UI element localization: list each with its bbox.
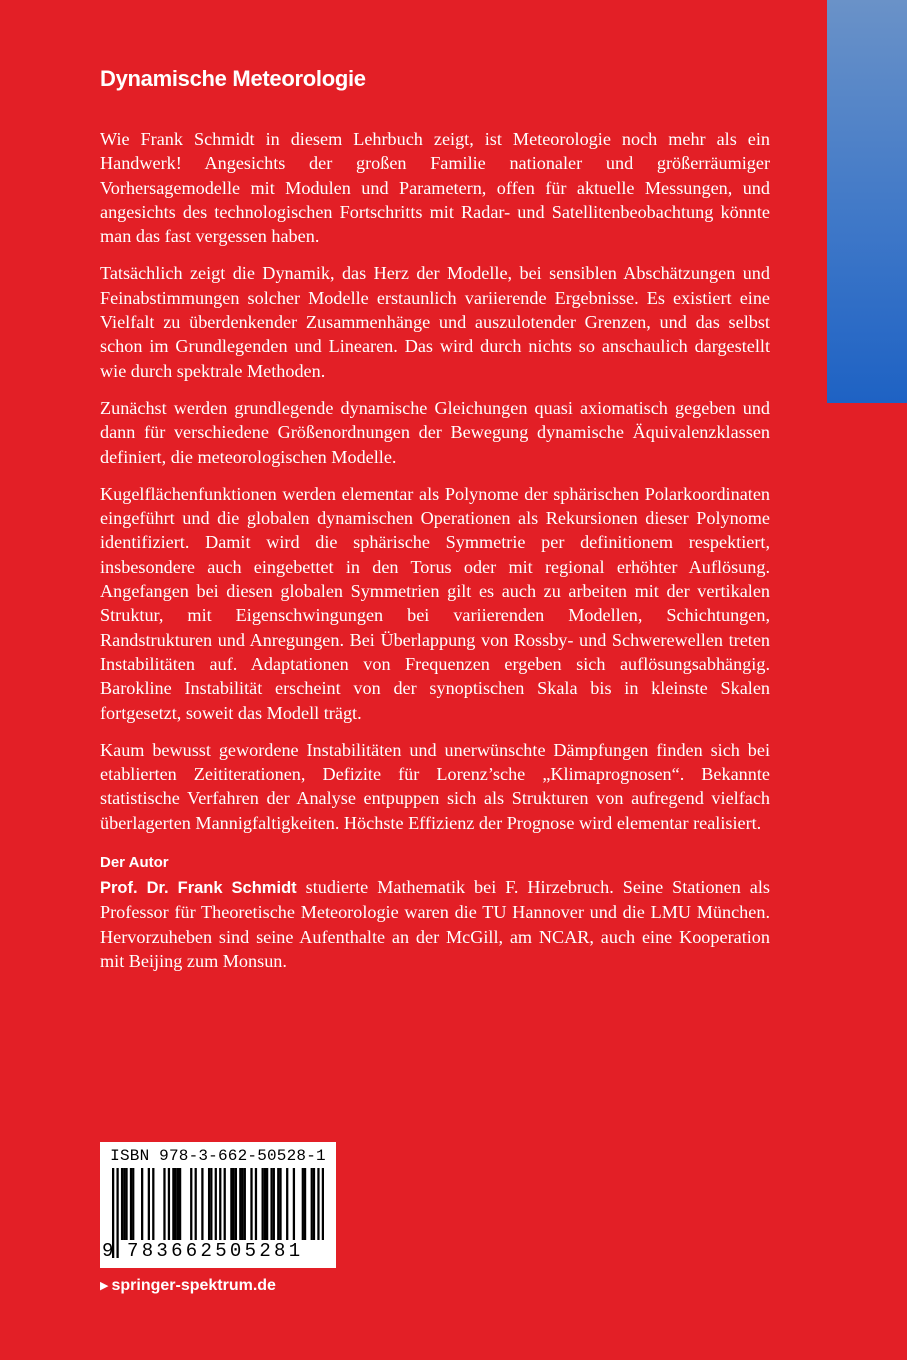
barcode-bar xyxy=(125,1168,127,1240)
barcode-bar xyxy=(195,1168,197,1240)
barcode-bar xyxy=(121,1168,123,1240)
barcode-bar xyxy=(239,1168,241,1240)
barcode-bar xyxy=(286,1168,288,1240)
isbn-barcode xyxy=(100,1142,336,1268)
barcode-bar xyxy=(190,1168,192,1240)
barcode-bar xyxy=(130,1168,132,1240)
paragraph-5: Kaum bewusst gewordene Instabilitäten und unerwünschte Dämpfungen finden sich bei etablierten Zeititerationen, Defizite für Lorenz’sche „Klimaprognosen“. Bekannte statistische Verfahren der Analyse entpuppen sich als Strukturen von aufregend vielfach überlagerten Mannigfaltigkeiten. Höchste Effizienz der Prognose wird elementar realisiert. xyxy=(100,739,770,833)
barcode-bar xyxy=(172,1168,174,1240)
paragraph-2: Tatsächlich zeigt die Dynamik, das Herz der Modelle, bei sensiblen Abschätzungen und Feinabstimmungen solcher Modelle erstaunlich variierende Ergebnisse. Es existiert eine Vielfalt zu überdenkender Zusammenhänge und auszulotender Grenzen, und das selbst schon im Grundlegenden und Linearen. Das wird durch nichts so anschaulich dargestellt wie durch spektrale Methoden. xyxy=(100,263,770,381)
barcode-bar xyxy=(210,1168,212,1240)
barcode-bar xyxy=(123,1168,125,1240)
cover-accent-strip xyxy=(827,0,907,403)
barcode-bar xyxy=(311,1168,313,1240)
book-title: Dynamische Meteorologie xyxy=(100,66,366,91)
barcode-bar xyxy=(116,1168,118,1258)
isbn-label: ISBN 978-3-662-50528-1 xyxy=(110,1147,326,1165)
barcode-bar xyxy=(313,1168,315,1240)
barcode-bar xyxy=(224,1168,226,1240)
author-bio xyxy=(100,875,770,973)
barcode-bar xyxy=(241,1168,243,1240)
barcode-bar xyxy=(148,1168,150,1240)
author-heading: Der Autor xyxy=(100,854,169,872)
barcode-bar xyxy=(293,1168,295,1240)
barcode-bar xyxy=(233,1168,235,1240)
barcode-bar xyxy=(273,1168,275,1240)
barcode-bar xyxy=(141,1168,143,1240)
barcode-bar xyxy=(177,1168,179,1240)
paragraph-4: Kugelflächenfunktionen werden elementar als Polynome der sphärischen Polarkoordinaten eingeführt und die globalen dynamischen Operationen als Rekursionen dieser Polynome identifiziert. Damit wird die sphärische Symmetrie per definitionem respektiert, insbesondere auch eingebettet in den Torus oder mit regional erhöhter Auflösung. Angefangen bei diesen globalen Symmetrien gilt es auch zu arbeiten mit der vertikalen Struktur, mit Eigenschwingungen bei variierenden Modellen, Schichtungen, Randstrukturen und Anregungen. Bei Überlappung von Rossby- und Schwerewellen treten Instabilitäten auf. Adaptationen von Frequenzen ergeben sich auflösungsabhängig. Barokline Instabilität erscheint von der synoptischen Skala bis in kleinste Skalen fortgesetzt, soweit das Modell trägt. xyxy=(100,483,770,723)
author-name: Prof. Dr. Frank Schmidt xyxy=(100,879,297,898)
barcode-bar xyxy=(250,1168,252,1240)
author-bio-text: studierte Mathematik bei F. Hirzebruch. Seine Stationen als Professor für Theoretische Meteorologie waren die TU Hannover und die LMU München. Hervorzuheben sind seine Aufenthalte an der McGill, am NCAR, auch eine Kooperation mit Beijing zum Monsun. xyxy=(100,877,770,971)
barcode-bar xyxy=(266,1168,268,1240)
ean-first-digit: 9 xyxy=(102,1240,114,1262)
barcode-bar xyxy=(208,1168,210,1240)
back-cover-text xyxy=(100,64,770,986)
barcode-bar xyxy=(270,1168,272,1240)
ean-digits: 783662505281 xyxy=(127,1240,332,1262)
barcode-bar xyxy=(262,1168,264,1240)
paragraph-3: Zunächst werden grundlegende dynamische Gleichungen quasi axiomatisch gegeben und dann für verschiedene Größenordnungen der Bewegung dynamische Äquivalenzklassen definiert, die meteorologischen Modelle. xyxy=(100,397,770,467)
publisher-website[interactable] xyxy=(100,1275,276,1297)
website-url: springer-spektrum.de xyxy=(111,1277,276,1294)
barcode-bar xyxy=(255,1168,257,1240)
barcode-bar xyxy=(244,1168,246,1240)
barcode-bar xyxy=(264,1168,266,1240)
barcode-bar xyxy=(235,1168,237,1240)
barcode-bar xyxy=(302,1168,304,1240)
barcode-bar xyxy=(174,1168,176,1240)
barcode-bar xyxy=(132,1168,134,1240)
barcode-bar xyxy=(152,1168,154,1240)
barcode-bar xyxy=(304,1168,306,1240)
barcode-bar xyxy=(230,1168,232,1240)
barcode-bar xyxy=(279,1168,281,1240)
paragraph-1: Wie Frank Schmidt in diesem Lehrbuch zeigt, ist Meteorologie noch mehr als ein Handwerk! Angesichts der großen Familie nationaler und größerräumiger Vorhersagemodelle mit Modulen und Parametern, offen für aktuelle Messungen, und angesichts des technologischen Fortschritts mit Radar- und Satellitenbeobachtung könnte man das fast vergessen haben. xyxy=(100,129,770,247)
barcode-bar xyxy=(277,1168,279,1240)
barcode-bar xyxy=(179,1168,181,1240)
barcode-bar xyxy=(163,1168,165,1240)
barcode-bar xyxy=(168,1168,170,1240)
barcode-bar xyxy=(201,1168,203,1240)
play-arrow-icon: ▶ xyxy=(100,1280,109,1292)
